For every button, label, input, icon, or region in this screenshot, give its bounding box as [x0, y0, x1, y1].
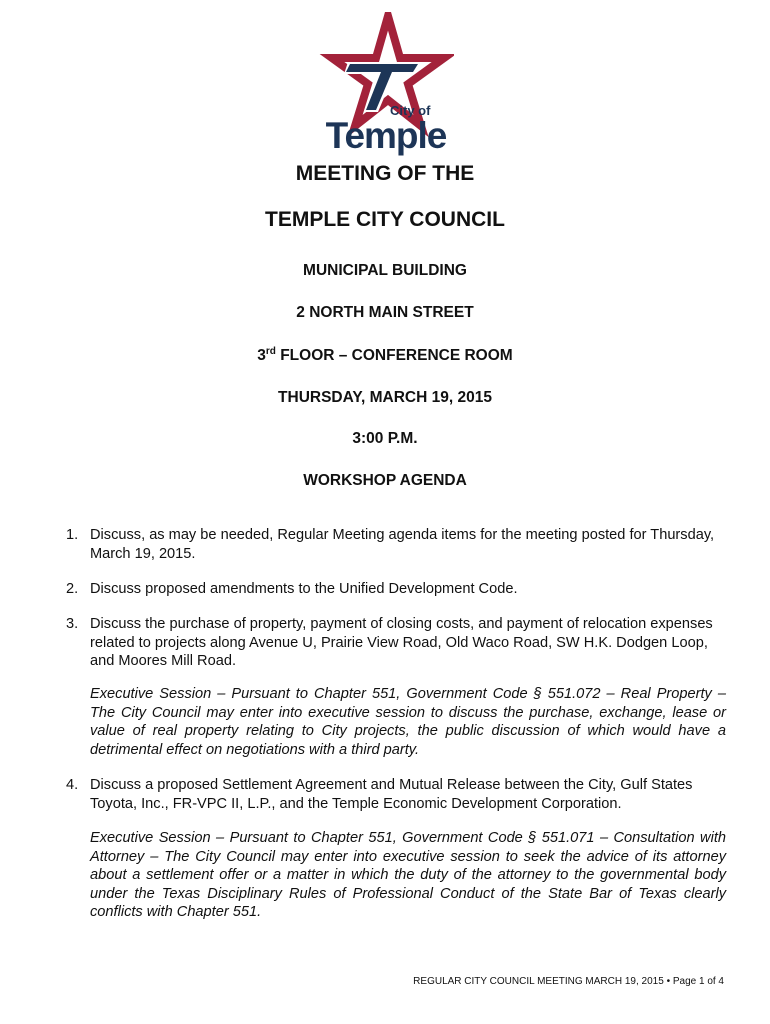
agenda-item	[62, 776, 728, 813]
meeting-title-line2: TEMPLE CITY COUNCIL	[265, 208, 505, 231]
agenda-item	[62, 580, 728, 599]
agenda-item-text: Discuss a proposed Settlement Agreement and Mutual Release between the City, Gulf States Toyota, Inc., FR-VPC II, L.P., and the Temple Economic Development Corporation.	[90, 777, 693, 812]
agenda-item-number: 4.	[66, 777, 79, 793]
agenda-item-text: Discuss the purchase of property, payment of closing costs, and payment of relocation expenses related to projects along Avenue U, Prairie View Road, Old Waco Road, SW H.K. Dodgen Loop, and Moores Mill Road.	[90, 616, 713, 669]
agenda-item-text: Discuss, as may be needed, Regular Meeting agenda items for the meeting posted for Thursday, March 19, 2015.	[90, 527, 715, 562]
logo-temple-text: Temple	[325, 115, 447, 156]
agenda-item-number: 1.	[66, 527, 79, 543]
meeting-title-line1: MEETING OF THE	[295, 162, 475, 185]
executive-session-note: Executive Session – Pursuant to Chapter 551, Government Code § 551.071 – Consultation with Attorney – The City Council may enter into executive session to seek the advice of its attorney about a settlement offer or a matter in which the duty of the attorney to the governmental body under the Texas Disciplinary Rules of Professional Conduct of the State Bar of Texas clearly conflicts with Chapter 551.	[90, 830, 726, 920]
floor-ordinal-suffix: rd	[265, 346, 276, 357]
building-name: MUNICIPAL BUILDING	[303, 262, 467, 279]
agenda-item-text: Discuss proposed amendments to the Unified Development Code.	[90, 581, 518, 597]
agenda-item	[62, 615, 728, 671]
street-address: 2 NORTH MAIN STREET	[296, 304, 474, 321]
floor-number: 3	[257, 347, 266, 364]
agenda-heading: WORKSHOP AGENDA	[303, 472, 467, 489]
meeting-date: THURSDAY, MARCH 19, 2015	[278, 389, 492, 406]
page-footer: REGULAR CITY COUNCIL MEETING MARCH 19, 2015 • Page 1 of 4	[413, 976, 724, 987]
logo-city-of-text: City of	[390, 103, 431, 118]
floor-room-label: FLOOR – CONFERENCE ROOM	[275, 347, 513, 364]
meeting-time: 3:00 P.M.	[352, 430, 418, 447]
floor-room	[0, 346, 770, 365]
agenda-item	[62, 526, 728, 563]
agenda-item-number: 3.	[66, 616, 79, 632]
city-of-temple-logo	[318, 12, 454, 156]
agenda-item-number: 2.	[66, 581, 79, 597]
executive-session-note: Executive Session – Pursuant to Chapter 551, Government Code § 551.072 – Real Property – The City Council may enter into executive session to discuss the purchase, exchange, lease or value of real property relating to City projects, the public discussion of which would have a detrimental effect on negotiations with a third party.	[90, 686, 726, 758]
